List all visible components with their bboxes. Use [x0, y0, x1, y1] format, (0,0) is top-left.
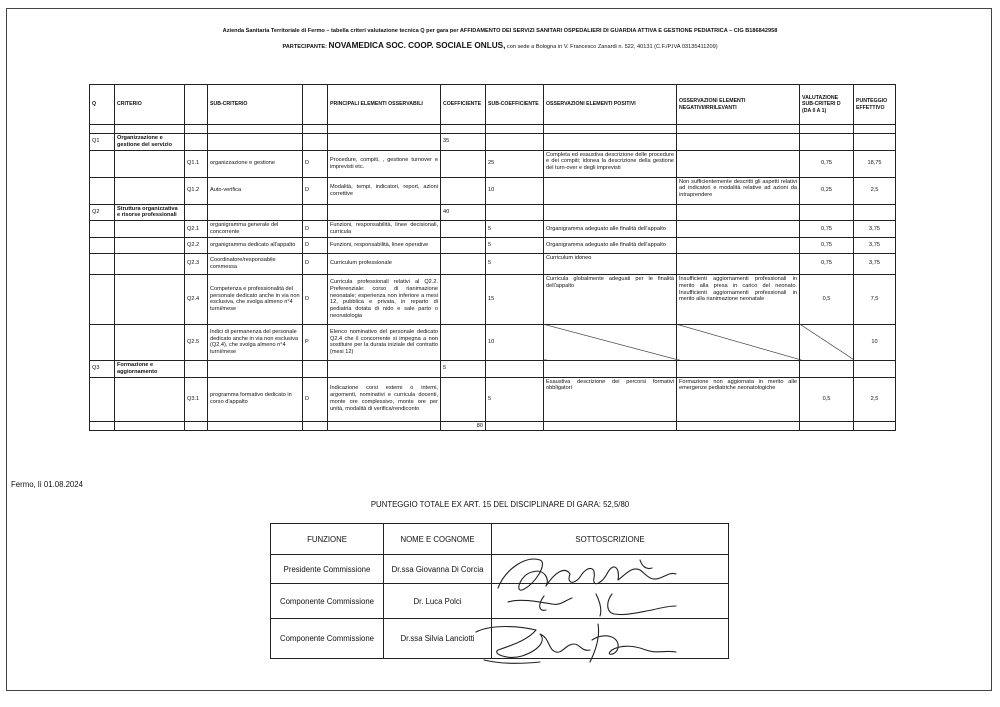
- sub-valuation: 0,75: [800, 150, 854, 177]
- sub-score: 3,75: [854, 237, 896, 253]
- sub-code: Q1.1: [185, 150, 208, 177]
- criterion-name: Struttura organizzativa e risorse professionali: [115, 204, 185, 221]
- col-header: OSSERVAZIONI ELEMENTI NEGATIVI/IRRILEVANTI: [677, 85, 800, 125]
- sub-valuation: 0,75: [800, 221, 854, 238]
- col-header: SUB-COEFFICIENTE: [486, 85, 544, 125]
- member-name: Dr. Luca Polci: [384, 584, 492, 619]
- sub-coefficient: 10: [486, 177, 544, 204]
- sub-type: D: [303, 237, 328, 253]
- sub-elements: Curriculum professionale: [328, 253, 441, 274]
- participant-detail: con sede a Bologna in V. Francesco Zanardi n. 522, 40131 (C.F./P.IVA 03135411209): [506, 44, 718, 50]
- member-name: Dr.ssa Giovanna Di Corcia: [384, 555, 492, 584]
- sub-negative: Insufficienti aggiornamenti professionali in merito alla presa in carico del neonato. Insufficienti aggiornamenti professionali in merito alla rianimazione neonatale: [677, 274, 800, 324]
- sub-positive: Organigramma adeguato alle finalità dell'appalto: [544, 237, 677, 253]
- col-header: SUB-CRITERIO: [208, 85, 303, 125]
- sub-type: D: [303, 377, 328, 421]
- col-header: OSSERVAZIONI ELEMENTI POSITIVI: [544, 85, 677, 125]
- sub-score: 2,5: [854, 377, 896, 421]
- col-header: CRITERIO: [115, 85, 185, 125]
- sub-valuation: 0,5: [800, 274, 854, 324]
- member-role: Componente Commissione: [271, 619, 384, 659]
- sub-name: programma formativo dedicato in corso d'appalto: [208, 377, 303, 421]
- sub-valuation: 0,25: [800, 177, 854, 204]
- sub-type: D: [303, 253, 328, 274]
- signature-2: [508, 594, 676, 616]
- sub-type: D: [303, 150, 328, 177]
- member-role: Presidente Commissione: [271, 555, 384, 584]
- criterion-coefficient: 40: [441, 204, 486, 221]
- total-score: PUNTEGGIO TOTALE EX ART. 15 DEL DISCIPLINARE DI GARA: 52,5/80: [370, 500, 630, 509]
- sub-type: D: [303, 221, 328, 238]
- sub-elements: Elenco nominativo del personale dedicato Q2.4 che il concorrente si impegna a non sostituire per la durata iniziale del contratto (mesi 12): [328, 324, 441, 360]
- document-title: Azienda Sanitaria Territoriale di Fermo – tabella criteri valutazione tecnica Q per gara per AFFIDAMENTO DEI SERVIZI SANITARI OSPEDALIERI DI GUARDIA ATTIVA E GESTIONE PEDIATRICA – CIG B186842958: [222, 28, 778, 34]
- sub-score: 10: [854, 324, 896, 360]
- signature-1: [498, 559, 676, 590]
- sub-positive: Completa ed esaustiva descrizione delle procedure e dei compiti; idonea la descrizione della gestione del turn-over e degli imprevisti: [544, 150, 677, 177]
- criterion-code: Q3: [90, 360, 115, 377]
- col-header: COEFFICIENTE: [441, 85, 486, 125]
- sub-elements: Indicazione corsi esterni o interni, argomenti, nominativi e curricula docenti, monte ore complessivo, monte ore per unità, modalità di verifica/rendiconto: [328, 377, 441, 421]
- sub-coefficient: 15: [486, 274, 544, 324]
- sub-score: 2,5: [854, 177, 896, 204]
- criterion-code: Q2: [90, 204, 115, 221]
- participant-name: NOVAMEDICA SOC. COOP. SOCIALE ONLUS,: [328, 41, 506, 50]
- sub-score: 3,75: [854, 253, 896, 274]
- sub-name: Coordinatore/responsabile commessa: [208, 253, 303, 274]
- sub-score: 18,75: [854, 150, 896, 177]
- sub-name: Auto-verifica: [208, 177, 303, 204]
- sub-negative: Non sufficientemente descritti gli aspetti relativi ad indicatori e modalità relative ad azioni da intraprendere: [677, 177, 800, 204]
- sub-coefficient: 5: [486, 221, 544, 238]
- sub-code: Q3.1: [185, 377, 208, 421]
- col-header: PRINCIPALI ELEMENTI OSSERVABILI: [328, 85, 441, 125]
- col-header: VALUTAZIONE SUB-CRITERI D (DA 0 A 1): [800, 85, 854, 125]
- member-name: Dr.ssa Silvia Lanciotti: [384, 619, 492, 659]
- sub-negative: Formazione non aggiornata in merito alle emergenze pediatriche neonatologiche: [677, 377, 800, 421]
- sub-code: Q1.2: [185, 177, 208, 204]
- total-coefficient: 80: [441, 421, 486, 431]
- col-header: NOME E COGNOME: [384, 524, 492, 555]
- sub-coefficient: 5: [486, 253, 544, 274]
- sub-elements: Funzioni, responsabilità, linee decisionali, curricula: [328, 221, 441, 238]
- col-header: FUNZIONE: [271, 524, 384, 555]
- sub-name: organigramma dedicato all'appalto: [208, 237, 303, 253]
- sub-code: Q2.1: [185, 221, 208, 238]
- sub-coefficient: 10: [486, 324, 544, 360]
- sub-name: Indici di permanenza del personale dedicato anche in via non esclusiva (Q2.4), che svolga almeno n°4 turni/mese: [208, 324, 303, 360]
- sub-positive: Curricula globalmente adeguati per le finalità dell'appalto: [544, 274, 677, 324]
- sub-valuation: 0,5: [800, 377, 854, 421]
- sub-name: organigramma generale del concorrente: [208, 221, 303, 238]
- sub-elements: Curricula professionali relativi al Q2.2. Preferenziale: corso di rianimazione neonatale; esperienza non inferiore a mesi 12, pubblica e privata, in reparto di pediatria dotata di nido e sale parto o neonatologia: [328, 274, 441, 324]
- sub-elements: Funzioni, responsabilità, linee operative: [328, 237, 441, 253]
- criterion-coefficient: 35: [441, 134, 486, 151]
- signature-3: [476, 624, 676, 663]
- sub-elements: Modalità, tempi, indicatori, report, azioni correttive: [328, 177, 441, 204]
- sub-positive: Organigramma adeguato alle finalità dell'appalto: [544, 221, 677, 238]
- criterion-name: Formazione e aggiornamento: [115, 360, 185, 377]
- sub-type: D: [303, 177, 328, 204]
- member-role: Componente Commissione: [271, 584, 384, 619]
- criterion-name: Organizzazione e gestione del servizio: [115, 134, 185, 151]
- sub-valuation: 0,75: [800, 237, 854, 253]
- sub-coefficient: 25: [486, 150, 544, 177]
- participant-label: PARTECIPANTE:: [282, 44, 327, 50]
- criterion-coefficient: 5: [441, 360, 486, 377]
- sub-elements: Procedure, compiti, , gestione turnover e imprevisti etc.: [328, 150, 441, 177]
- sub-name: organizzazione e gestione: [208, 150, 303, 177]
- sub-coefficient: 5: [486, 377, 544, 421]
- sub-score: 7,5: [854, 274, 896, 324]
- sub-code: Q2.5: [185, 324, 208, 360]
- sub-name: Competenza e professionalità del personale dedicato anche in via non esclusiva, che svolga almeno n°4 turni/mese: [208, 274, 303, 324]
- sub-type: D: [303, 274, 328, 324]
- sub-code: Q2.2: [185, 237, 208, 253]
- place-date: Fermo, lì 01.08.2024: [11, 480, 83, 489]
- sub-positive: Esaustiva descrizione dei percorsi formativi obbligatori: [544, 377, 677, 421]
- sub-positive: Curriculum idoneo: [544, 253, 677, 274]
- sub-valuation: 0,75: [800, 253, 854, 274]
- sub-code: Q2.3: [185, 253, 208, 274]
- col-header: SOTTOSCRIZIONE: [492, 524, 729, 555]
- col-header: PUNTEGGIO EFFETTIVO: [854, 85, 896, 125]
- criterion-code: Q1: [90, 134, 115, 151]
- sub-coefficient: 5: [486, 237, 544, 253]
- sub-type: P: [303, 324, 328, 360]
- sub-score: 3,75: [854, 221, 896, 238]
- sub-code: Q2.4: [185, 274, 208, 324]
- col-header: Q: [90, 85, 115, 125]
